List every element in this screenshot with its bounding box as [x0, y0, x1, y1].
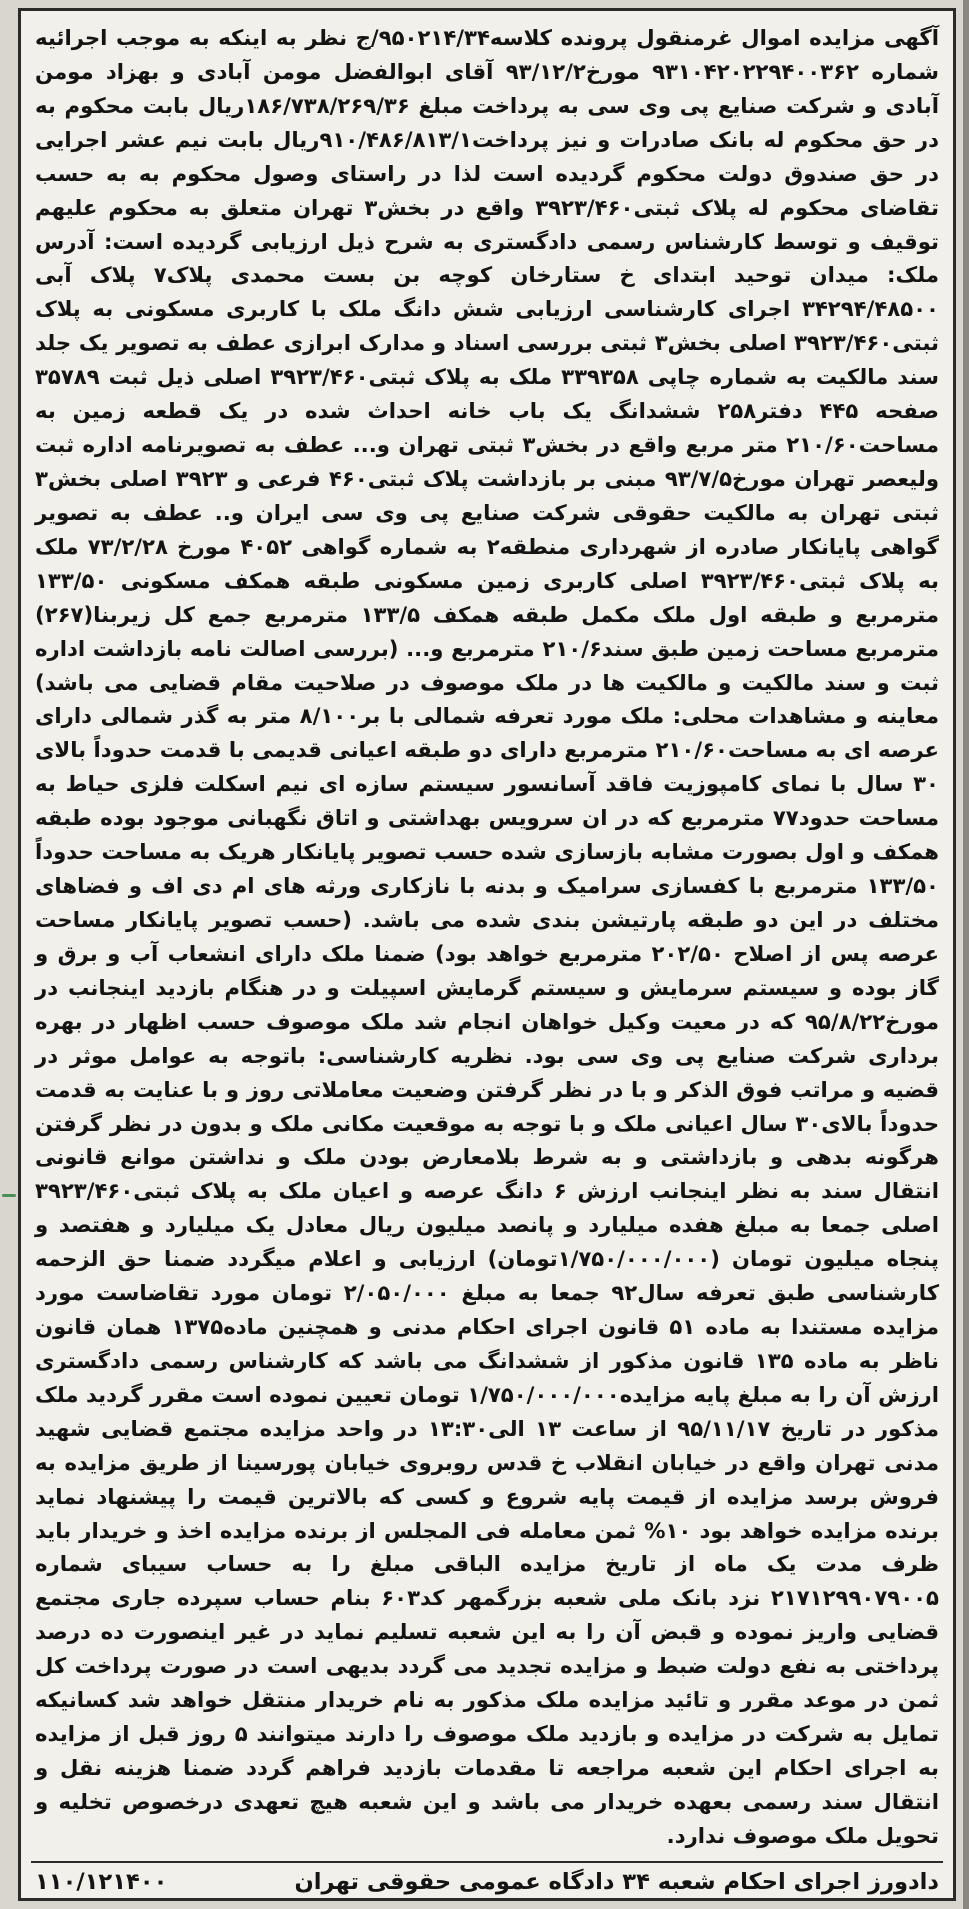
margin-marker [2, 1194, 16, 1197]
auction-notice-text: آگهی مزایده اموال غرمنقول پرونده کلاسه۹۵۰۲۱۴/۳۴/ج نظر به اینکه به موجب اجرائیه شماره ۹۳۱۰۴۲۰۲۲۹۴۰۰۳۶۲ مورخ۹۳/۱۲/۲ آقای ابوالفضل مومن آبادی و بهزاد مومن آبادی و شرکت صنایع پی وی سی به پرداخت مبلغ ۱۸۶/۷۳۸/۲۶۹/۳۶ریال بابت محکوم به در حق محکوم له بانک صادرات و نیز پرداخت۹۱۰/۴۸۶/۸۱۳/۱ریال بابت نیم عشر اجرایی در حق صندوق دولت محکوم گردیده است لذا در راستای وصول محکوم به به حسب تقاضای محکوم له پلاک ثبتی۳۹۲۳/۴۶۰ واقع در بخش۳ تهران متعلق به محکوم علیهم توقیف و توسط کارشناس رسمی دادگستری به شرح ذیل ارزیابی گردیده است: آدرس ملک: میدان توحید ابتدای خ ستارخان کوچه بن بست محمدی پلاک۷ پلاک آبی ۳۴۲۹۴/۴۸۵۰۰ اجرای کارشناسی ارزیابی شش دانگ ملک با کاربری مسکونی به پلاک ثبتی۳۹۲۳/۴۶۰ اصلی بخش۳ ثبتی بررسی اسناد و مدارک ابرازی عطف به تصویر یک جلد سند مالکیت به شماره چاپی ۳۳۹۳۵۸ ملک به پلاک ثبتی۳۹۲۳/۴۶۰ اصلی ذیل ثبت ۳۵۷۸۹ صفحه ۴۴۵ دفتر۲۵۸ ششدانگ یک باب خانه احداث شده در یک قطعه زمین به مساحت۲۱۰/۶۰ متر مربع واقع در بخش۳ ثبتی تهران و... عطف به تصویرنامه اداره ثبت ولیعصر تهران مورخ۹۳/۷/۵ مبنی بر بازداشت پلاک ثبتی۴۶۰ فرعی و ۳۹۲۳ اصلی بخش۳ ثبتی تهران به مالکیت حقوقی شرکت صنایع پی وی سی ایران و.. عطف به تصویر گواهی پایانکار صادره از شهرداری منطقه۲ به شماره گواهی ۴۰۵۲ مورخ ۷۳/۲/۲۸ ملک به پلاک ثبتی۳۹۲۳/۴۶۰ اصلی کاربری زمین مسکونی طبقه همکف مسکونی ۱۳۳/۵۰ مترمربع و طبقه اول ملک مکمل طبقه همکف ۱۳۳/۵ مترمربع جمع کل زیربنا(۲۶۷) مترمربع مساحت زمین طبق سند۲۱۰/۶ مترمربع و... (بررسی اصالت نامه بازداشت اداره ثبت و سند مالکیت و مالکیت ها در ملک موصوف در صلاحیت مقام قضایی می باشد) معاینه و مشاهدات محلی: ملک مورد تعرفه شمالی با بر۸/۱۰۰ متر به گذر شمالی دارای عرصه ای به مساحت۲۱۰/۶۰ مترمربع دارای دو طبقه اعیانی قدیمی با قدمت حدوداً بالای ۳۰ سال با نمای کامپوزیت فاقد آسانسور سیستم سازه ای نیم اسکلت فلزی حیاط به مساحت حدود۷۷ مترمربع که در ان سرویس بهداشتی و اتاق نگهبانی موجود بوده طبقه همکف و اول بصورت مشابه بازسازی شده حسب تصویر پایانکار هریک به مساحت حدوداً ۱۳۳/۵۰ مترمربع با کفسازی سرامیک و بدنه با نازکاری ورثه های ام دی اف و فضاهای مختلف در این دو طبقه پارتیشن بندی شده می باشد. (حسب تصویر پایانکار مساحت عرصه پس از اصلاح ۲۰۲/۵۰ مترمربع خواهد بود) ضمنا ملک دارای انشعاب آب و برق و گاز بوده و سیستم سرمایش و سیستم گرمایش اسپیلت و در هنگام بازدید اینجانب در مورخ۹۵/۸/۲۲ که در معیت وکیل خواهان انجام شد ملک موصوف حسب اظهار در بهره برداری شرکت صنایع پی وی سی بود. نظریه کارشناسی: باتوجه به عوامل موثر در قضیه و مراتب فوق الذکر و با در نظر گرفتن وضعیت معاملاتی روز و با عنایت به قدمت حدوداً بالای۳۰ سال اعیانی ملک و با توجه به موقعیت مکانی ملک و بدون در نظر گرفتن هرگونه بدهی و بازداشتی و به شرط بلامعارض بودن ملک و نداشتن موانع قانونی انتقال سند به نظر اینجانب ارزش ۶ دانگ عرصه و اعیان ملک به پلاک ثبتی۳۹۲۳/۴۶۰ اصلی جمعا به مبلغ هفده میلیارد و پانصد میلیون ریال معادل یک میلیارد و هفتصد و پنجاه میلیون تومان (۱/۷۵۰/۰۰۰/۰۰۰تومان) ارزیابی و اعلام میگردد ضمنا حق الزحمه کارشناسی طبق تعرفه سال۹۲ جمعا به مبلغ ۲/۰۵۰/۰۰۰ تومان مورد تقاضاست مورد مزایده مستندا به ماده ۵۱ قانون اجرای احکام مدنی و همچنین ماده۱۳۷۵ همان قانون ناظر به ماده ۱۳۵ قانون مذکور از ششدانگ می باشد که کارشناس رسمی دادگستری ارزش آن را به مبلغ پایه مزایده۱/۷۵۰/۰۰۰/۰۰۰ تومان تعیین نموده است مقرر گردید ملک مذکور در تاریخ ۹۵/۱۱/۱۷ از ساعت ۱۳ الی۱۳:۳۰ در واحد مزایده مجتمع قضایی شهید مدنی تهران واقع در خیابان انقلاب خ قدس روبروی خیابان پورسینا از طریق مزایده به فروش برسد مزایده از قیمت پایه شروع و کسی که بالاترین قیمت را پیشنهاد نماید برنده مزایده خواهد بود ۱۰% ثمن معامله فی المجلس از برنده مزایده اخذ و خریدار باید ظرف مدت یک ماه از تاریخ مزایده الباقی مبلغ را به حساب سیبای شماره ۲۱۷۱۲۹۹۰۷۹۰۰۵ نزد بانک ملی شعبه بزرگمهر کد۶۰۳ بنام حساب سپرده جاری مجتمع قضایی واریز نموده و قبض آن را به این شعبه تسلیم نماید در غیر اینصورت ده درصد پرداختی به نفع دولت ضبط و مزایده تجدید می گردد بدیهی است در صورت پرداخت کل ثمن در موعد مقرر و تائید مزایده ملک مذکور به نام خریدار منتقل خواهد شد کسانیکه تمایل به شرکت در مزایده و بازدید ملک موصوف را دارند میتوانند ۵ روز قبل از مزایده به اجرای احکام این شعبه مراجعه تا مقدمات بازدید فراهم گردد ضمنا هزینه نقل و انتقال سند رسمی بعهده خریدار می باشد و این شعبه هیچ تعهدی درخصوص تخلیه و تحویل ملک موصوف ندارد. [35, 25, 940, 1848]
footer-divider [31, 1861, 943, 1863]
notice-reference-code: ۱۱۰/۱۲۱۴۰۰ [35, 1869, 168, 1895]
notice-footer [35, 1866, 939, 1898]
issuing-authority: دادورز اجرای احکام شعبه ۳۴ دادگاه عمومی حقوقی تهران [294, 1869, 939, 1895]
newspaper-clipping [18, 8, 956, 1901]
page-edge [963, 0, 969, 1909]
